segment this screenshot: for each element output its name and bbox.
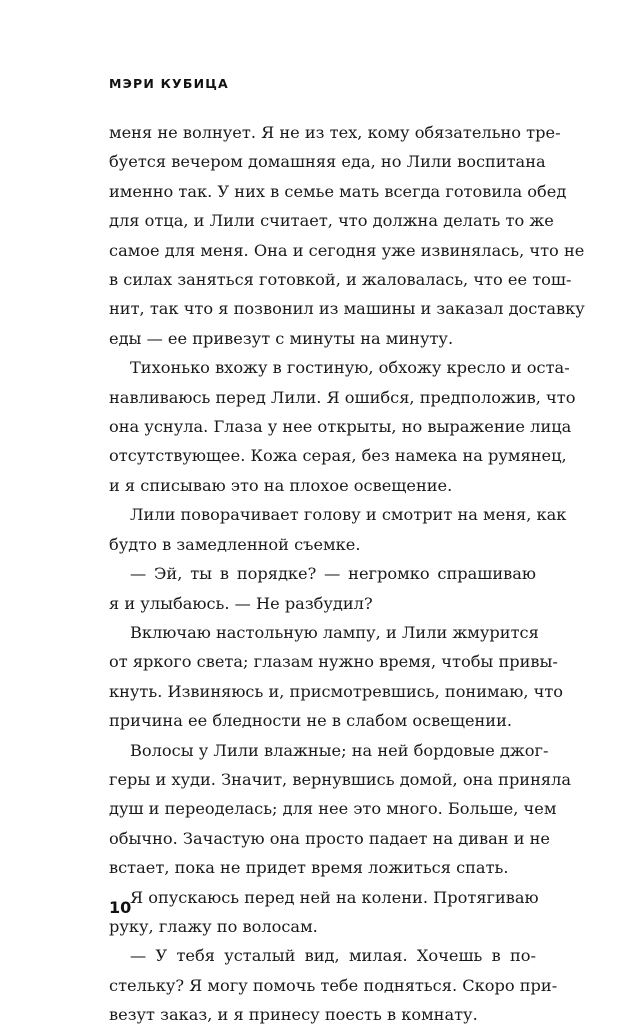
text-line: буется вечером домашняя еда, но Лили воспитана [109, 152, 546, 172]
text-line: руку, глажу по волосам. [109, 916, 318, 936]
text-line: — Эй, ты в порядке? — негромко спрашиваю [130, 564, 536, 584]
text-line: кнуть. Извиняюсь и, присмотревшись, понимаю, что [109, 681, 564, 701]
page-number: 10 [109, 898, 132, 917]
text-line: геры и худи. Значит, вернувшись домой, она приняла [109, 769, 572, 789]
text-line: причина ее бледности не в слабом освещении. [109, 711, 513, 731]
text-line: она уснула. Глаза у нее открыты, но выражение лица [109, 417, 572, 437]
text-line: нит, так что я позвонил из машины и заказал доставку [109, 299, 585, 319]
text-line: в силах заняться готовкой, и жаловалась, что ее тош- [109, 270, 572, 290]
text-line: именно так. У них в семье мать всегда готовила обед [109, 181, 567, 201]
text-line: Лили поворачивает голову и смотрит на меня, как [130, 505, 567, 525]
text-line: меня не волнует. Я не из тех, кому обязательно тре- [109, 123, 561, 142]
text-line: будто в замедленной съемке. [109, 534, 361, 554]
text-line: обычно. Зачастую она просто падает на диван и не [109, 828, 550, 848]
text-line: от яркого света; глазам нужно время, чтобы привы- [109, 652, 558, 672]
text-line: встает, пока не придет время ложиться спать. [109, 858, 509, 878]
text-line: — У тебя усталый вид, милая. Хочешь в по- [130, 946, 536, 966]
text-line: душ и переоделась; для нее это много. Больше, чем [109, 799, 557, 819]
body-text [109, 118, 585, 1030]
text-line: стельку? Я могу помочь тебе подняться. Скоро при- [109, 975, 558, 995]
text-line: Включаю настольную лампу, и Лили жмурится [130, 622, 539, 642]
text-line: Я опускаюсь перед ней на колени. Протягиваю [130, 887, 539, 907]
text-line: для отца, и Лили считает, что должна делать то же [109, 211, 554, 231]
text-line: самое для меня. Она и сегодня уже извинялась, что не [109, 240, 585, 260]
text-line: я и улыбаюсь. — Не разбудил? [109, 593, 373, 613]
text-line: отсутствующее. Кожа серая, без намека на румянец, [109, 446, 567, 466]
text-line: Тихонько вхожу в гостиную, обхожу кресло и оста- [130, 358, 570, 378]
text-line: везут заказ, и я принесу поесть в комнату. [109, 1005, 478, 1025]
text-line: и я списываю это на плохое освещение. [109, 475, 453, 495]
text-line: навливаюсь перед Лили. Я ошибся, предположив, что [109, 387, 576, 407]
text-line: Волосы у Лили влажные; на ней бордовые джог- [130, 740, 549, 760]
running-header: МЭРИ КУБИЦА [109, 76, 229, 91]
text-line: еды — ее привезут с минуты на минуту. [109, 328, 454, 348]
